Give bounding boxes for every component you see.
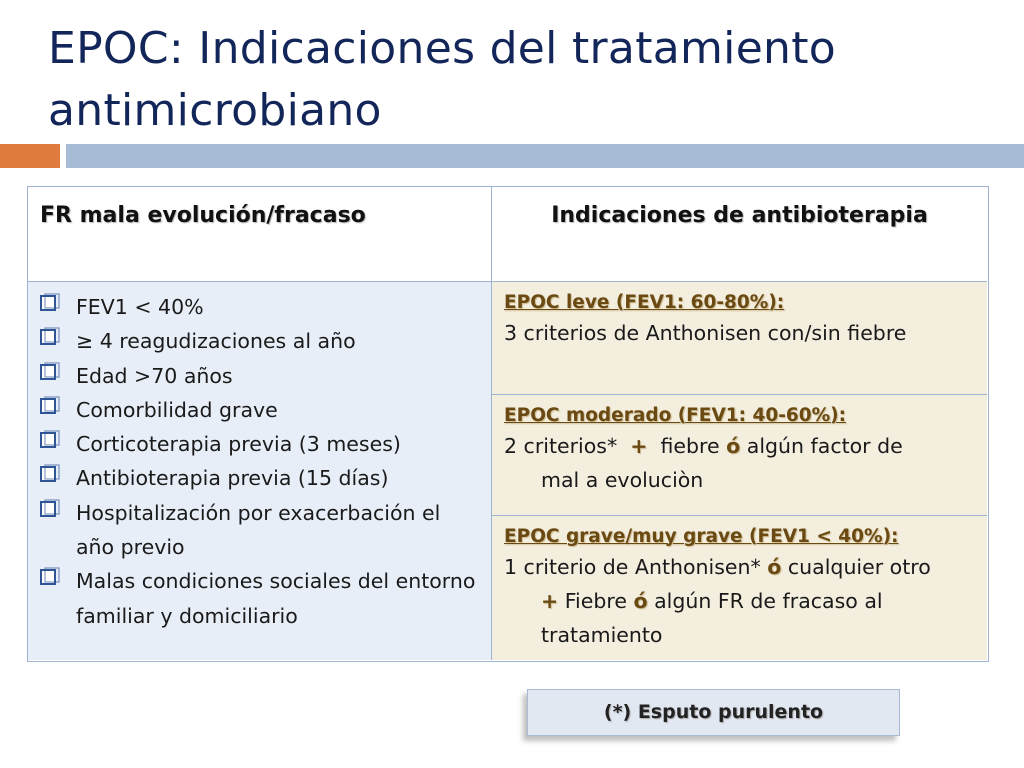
header-risk-factors: FR mala evolución/fracaso bbox=[40, 203, 366, 228]
header-indications: Indicaciones de antibioterapia bbox=[551, 203, 928, 228]
checkbox-icon bbox=[40, 499, 62, 521]
footnote-box: (*) Esputo purulento bbox=[527, 689, 900, 736]
indications-table bbox=[27, 186, 989, 662]
list-item: Edad >70 años bbox=[40, 359, 479, 393]
slide-title: EPOC: Indicaciones del tratamiento antimicrobiano bbox=[48, 23, 837, 136]
header-cell-left bbox=[28, 187, 492, 282]
plus-operator: + bbox=[541, 589, 559, 613]
indication-cell-moderate bbox=[492, 395, 987, 516]
indication-cell-severe bbox=[492, 516, 987, 660]
list-item: Malas condiciones sociales del entorno familiar y domiciliario bbox=[40, 564, 479, 633]
list-item: FEV1 < 40% bbox=[40, 290, 479, 324]
accent-bar-blue bbox=[66, 144, 1024, 168]
or-operator: ó bbox=[767, 555, 782, 579]
checkbox-icon bbox=[40, 293, 62, 315]
header-cell-right bbox=[492, 187, 987, 282]
or-operator: ó bbox=[726, 434, 741, 458]
indication-title: EPOC leve (FEV1: 60-80%): bbox=[504, 292, 785, 313]
accent-bar-orange bbox=[0, 144, 60, 168]
indication-text: 2 criterios* + fiebre ó algún factor de mal a evoluciòn bbox=[504, 434, 903, 492]
checkbox-icon bbox=[40, 396, 62, 418]
indication-text: 1 criterio de Anthonisen* ó cualquier otro + Fiebre ó algún FR de fracaso al tratamiento bbox=[504, 555, 931, 647]
checkbox-icon bbox=[40, 362, 62, 384]
risk-factors-cell bbox=[28, 282, 492, 660]
checkbox-icon bbox=[40, 327, 62, 349]
list-item: Corticoterapia previa (3 meses) bbox=[40, 427, 479, 461]
list-item: Comorbilidad grave bbox=[40, 393, 479, 427]
checkbox-icon bbox=[40, 430, 62, 452]
checkbox-icon bbox=[40, 464, 62, 486]
or-operator: ó bbox=[633, 589, 648, 613]
list-item: Hospitalización por exacerbación el año previo bbox=[40, 496, 479, 565]
list-item: Antibioterapia previa (15 días) bbox=[40, 461, 479, 495]
risk-factors-list bbox=[40, 290, 479, 633]
plus-operator: + bbox=[630, 434, 648, 458]
indication-text: 3 criterios de Anthonisen con/sin fiebre bbox=[504, 321, 907, 345]
indication-title: EPOC moderado (FEV1: 40-60%): bbox=[504, 405, 847, 426]
indication-cell-mild bbox=[492, 282, 987, 395]
indication-title: EPOC grave/muy grave (FEV1 < 40%): bbox=[504, 526, 899, 547]
checkbox-icon bbox=[40, 567, 62, 589]
list-item: ≥ 4 reagudizaciones al año bbox=[40, 324, 479, 358]
